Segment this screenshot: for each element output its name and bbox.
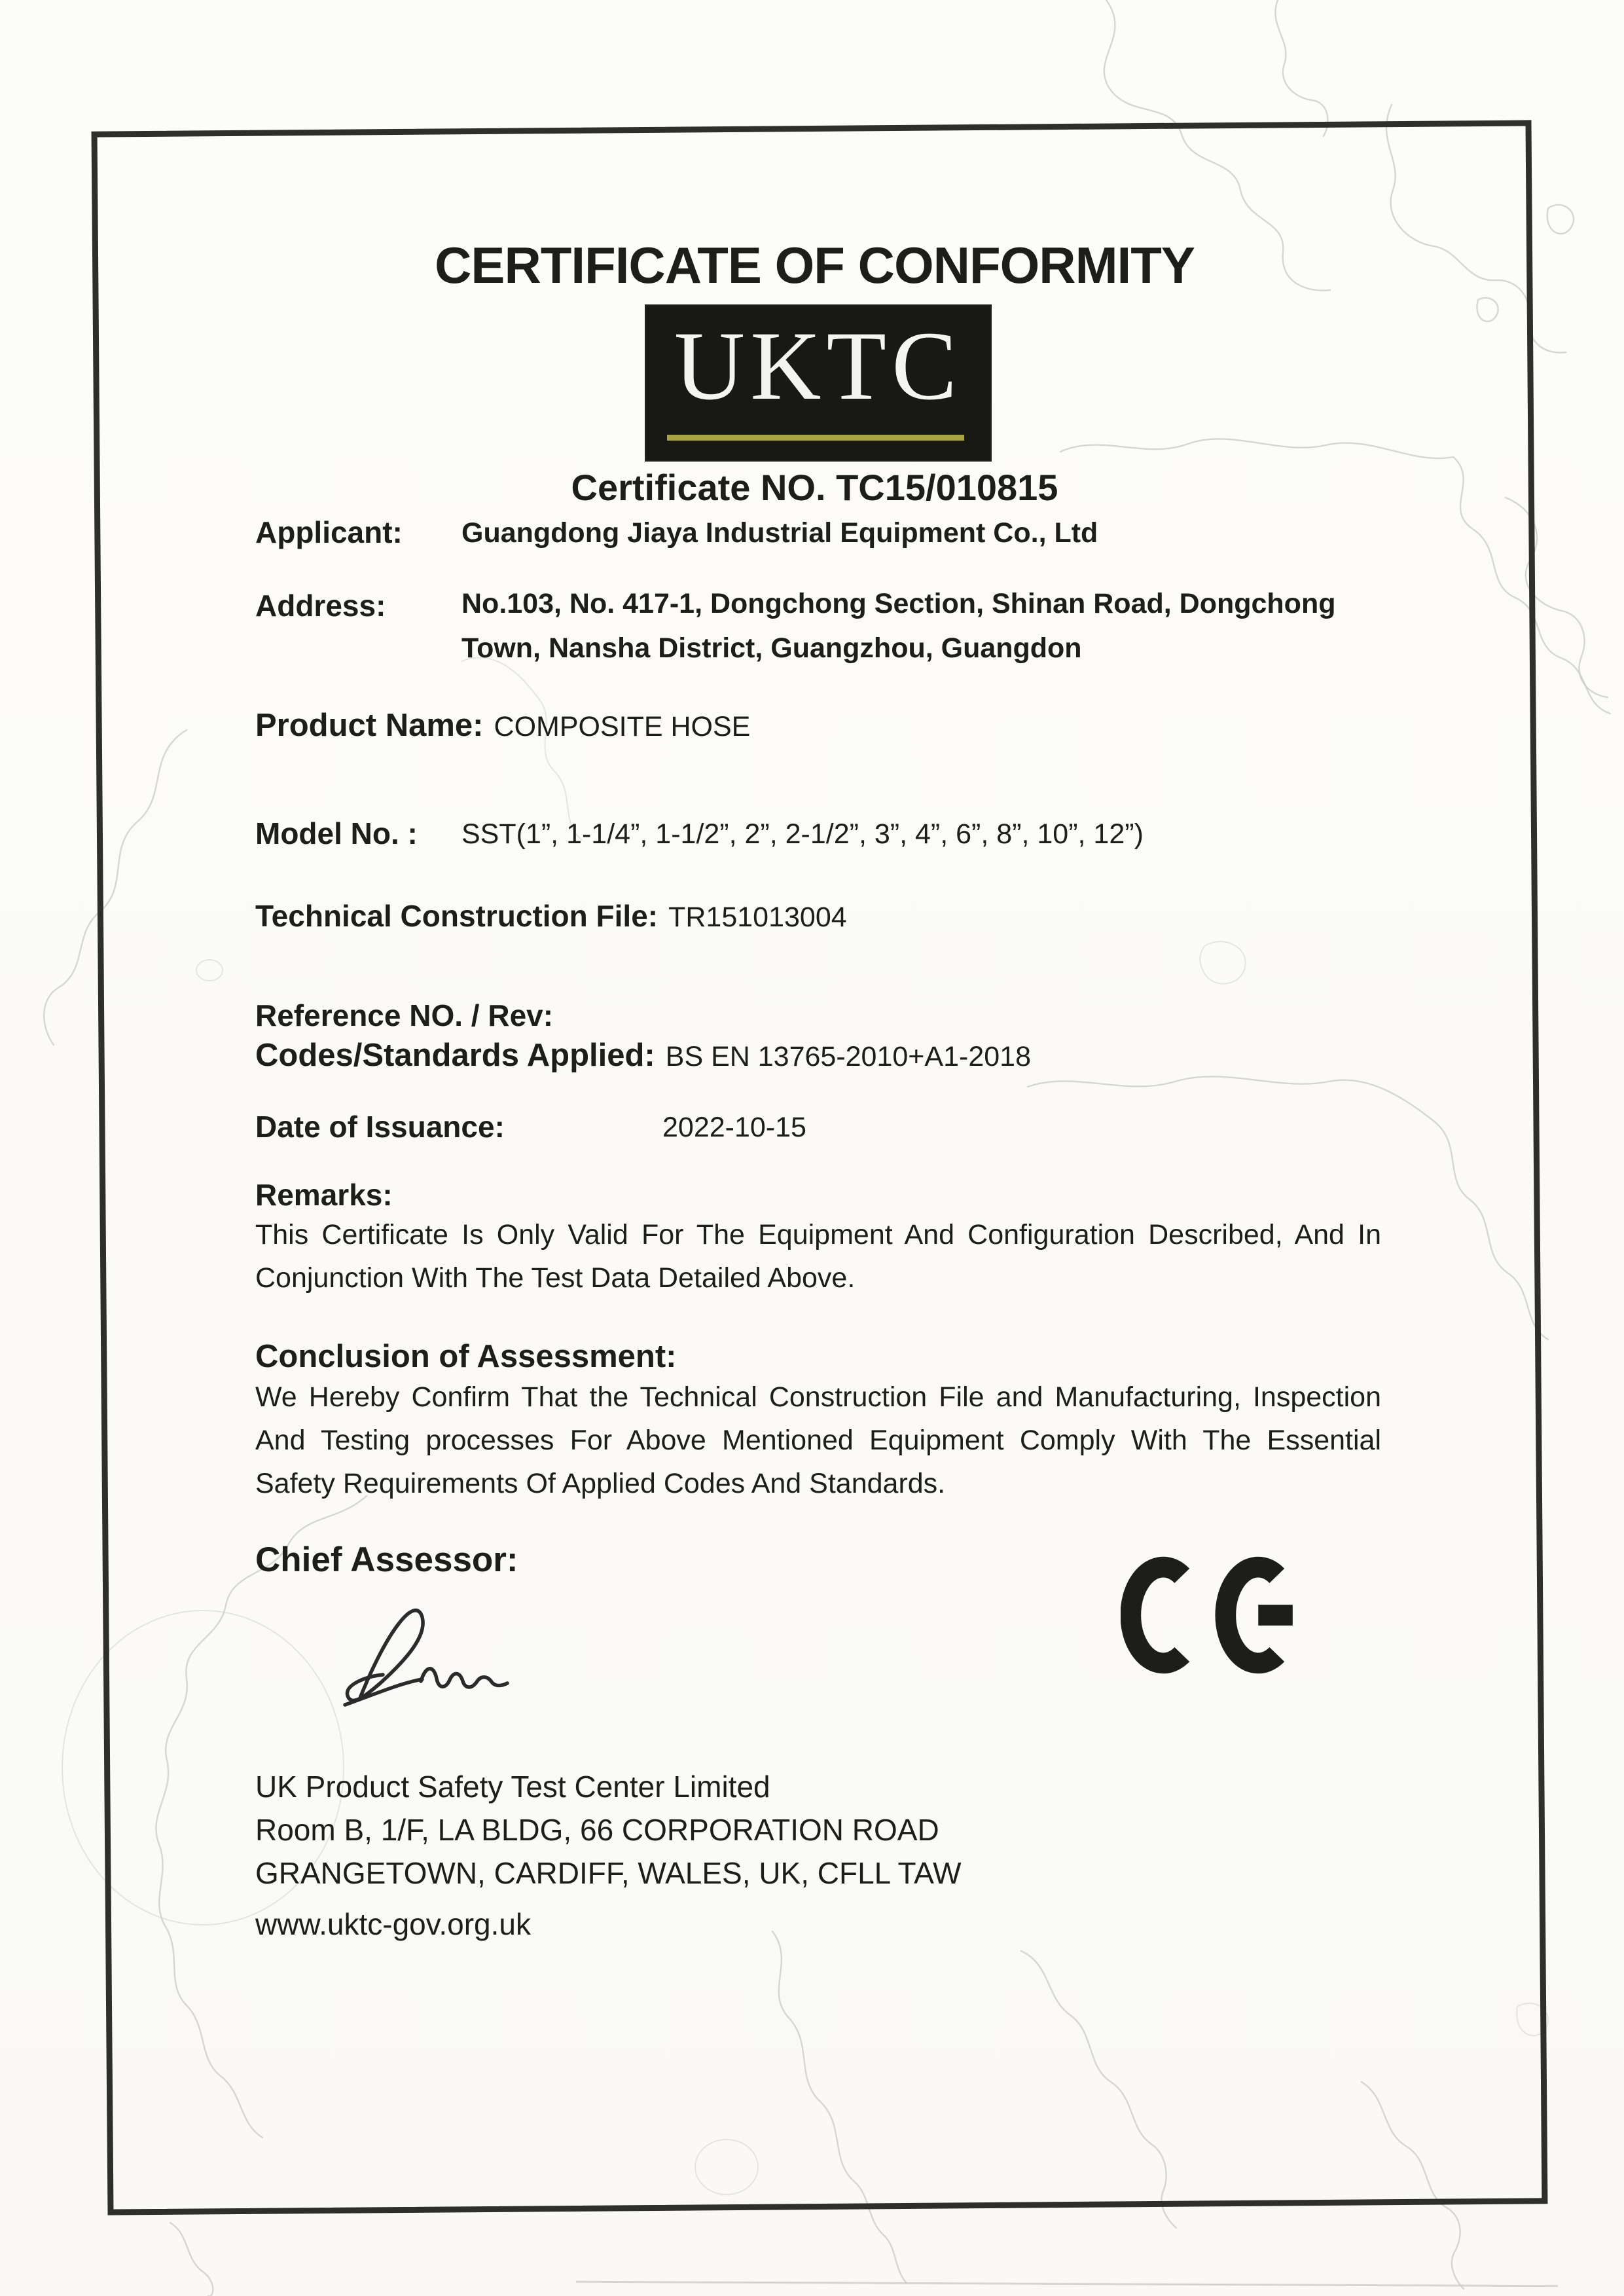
date-of-issuance-value: 2022-10-15 <box>662 1112 806 1143</box>
address-value-line1: No.103, No. 417-1, Dongchong Section, Shinan Road, Dongchong <box>461 588 1336 619</box>
chief-assessor-label: Chief Assessor: <box>255 1540 518 1579</box>
conclusion-line: And Testing processes For Above Mentioned Equipment Comply With The Essential <box>255 1425 1381 1456</box>
technical-construction-file-label: Technical Construction File: <box>255 899 659 933</box>
issuer-address-line2: GRANGETOWN, CARDIFF, WALES, UK, CFLL TAW <box>255 1856 962 1890</box>
model-no-value: SST(1”, 1-1/4”, 1-1/2”, 2”, 2-1/2”, 3”, 4”, 6”, 8”, 10”, 12”) <box>461 818 1144 850</box>
conclusion-line: Safety Requirements Of Applied Codes And Standards. <box>255 1468 946 1499</box>
technical-construction-file-value: TR151013004 <box>668 902 847 933</box>
uktc-logo-underline <box>667 435 964 441</box>
applicant-value: Guangdong Jiaya Industrial Equipment Co., Ltd <box>461 517 1098 549</box>
conclusion-label: Conclusion of Assessment: <box>255 1339 677 1374</box>
address-label: Address: <box>255 589 386 623</box>
certificate-number: Certificate NO. TC15/010815 <box>571 467 1058 508</box>
issuer-company: UK Product Safety Test Center Limited <box>255 1770 770 1804</box>
product-name-label: Product Name: <box>255 708 484 743</box>
scan-edge-artifact <box>576 2281 1558 2287</box>
product-name-row <box>255 707 750 744</box>
uktc-logo <box>645 304 992 462</box>
ce-mark <box>1121 1556 1310 1675</box>
conclusion-line: We Hereby Confirm That the Technical Construction File and Manufacturing, Inspection <box>255 1381 1381 1413</box>
uktc-logo-text: UKTC <box>674 312 963 420</box>
codes-standards-label: Codes/Standards Applied: <box>255 1038 655 1073</box>
page-title: CERTIFICATE OF CONFORMITY <box>435 236 1195 294</box>
applicant-label: Applicant: <box>255 515 403 549</box>
product-name-value: COMPOSITE HOSE <box>494 711 751 742</box>
date-of-issuance-label: Date of Issuance: <box>255 1110 505 1144</box>
issuer-website: www.uktc-gov.org.uk <box>255 1907 531 1941</box>
remarks-line: Conjunction With The Test Data Detailed Above. <box>255 1262 856 1294</box>
issuer-address-line1: Room B, 1/F, LA BLDG, 66 CORPORATION ROAD <box>255 1813 939 1847</box>
codes-standards-value: BS EN 13765-2010+A1-2018 <box>665 1041 1031 1072</box>
remarks-label: Remarks: <box>255 1178 393 1212</box>
address-value-line2: Town, Nansha District, Guangzhou, Guangdon <box>461 632 1082 664</box>
remarks-line: This Certificate Is Only Valid For The Equipment And Configuration Described, And In <box>255 1219 1381 1250</box>
model-no-label: Model No. : <box>255 816 418 850</box>
reference-no-rev-label: Reference NO. / Rev: <box>255 998 554 1032</box>
chief-assessor-signature <box>322 1583 525 1714</box>
technical-construction-file-row <box>255 898 847 934</box>
codes-standards-row <box>255 1037 1031 1074</box>
